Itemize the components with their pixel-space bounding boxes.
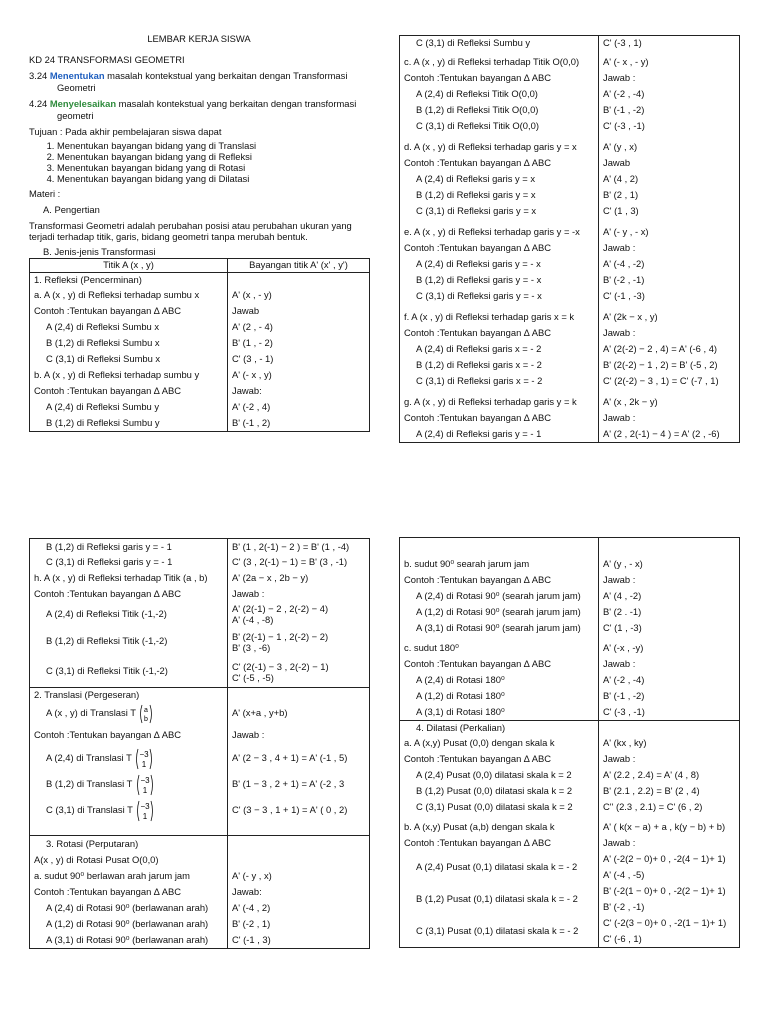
cell: f. A (x , y) di Refleksi terhadap garis x = k <box>404 311 575 322</box>
cell: C (3,1) Pusat (0,1) dilatasi skala k = - 2 <box>416 925 579 936</box>
transform-table-4 <box>399 537 740 948</box>
cell <box>232 657 365 687</box>
cell: B' (-2 , -1) <box>603 274 645 285</box>
cell: B' (1 , - 2) <box>232 337 273 348</box>
cell: C' (3 , - 1) <box>232 353 274 364</box>
cell: b. A (x,y) Pusat (a,b) dengan skala k <box>404 821 555 832</box>
cell: B' (-2 , 1) <box>232 918 271 929</box>
table-row <box>30 688 370 836</box>
cell <box>232 852 365 868</box>
spacer <box>232 823 365 835</box>
cell: C' (-3 , -1) <box>603 120 645 131</box>
goal-item: 1. Menentukan bayangan bidang yang di Translasi <box>57 140 369 151</box>
cell: b. sudut 90⁰ searah jarum jam <box>404 558 530 569</box>
svg-text:1: 1 <box>142 785 147 795</box>
cell: C' (-1 , -3) <box>603 290 645 301</box>
left-column <box>400 538 599 721</box>
cell <box>603 851 735 883</box>
cell: B (1,2) di Refleksi garis y = x <box>416 189 536 200</box>
cell: Jawab: <box>232 385 262 396</box>
cell: b. A (x , y) di Refleksi terhadap sumbu y <box>34 369 200 380</box>
right-column <box>599 36 740 443</box>
cell: 3. Rotasi (Perputaran) <box>46 838 139 849</box>
transform-table-1 <box>29 258 370 432</box>
tujuan-label: Tujuan : Pada akhir pembelajaran siswa dapat <box>29 126 222 137</box>
cell: Contoh :Tentukan bayangan ∆ ABC <box>404 753 551 764</box>
cell: C' (3 , 2(-1) − 1) = B' (3 , -1) <box>232 556 348 567</box>
cell: A' (y , - x) <box>603 558 643 569</box>
table-row <box>400 721 740 948</box>
left-column <box>400 721 599 948</box>
cell: A' (x , 2k − y) <box>603 396 658 407</box>
cell-line: B' (2(-1) − 1 , 2(-2) − 2) <box>232 631 329 642</box>
cell: C (3,1) di Refleksi garis y = - x <box>416 290 542 301</box>
cell: B' (2(-2) − 1 , 2) = B' (-5 , 2) <box>603 359 718 370</box>
right-column <box>228 688 370 836</box>
cell: d. A (x , y) di Refleksi terhadap garis y = x <box>404 141 577 152</box>
cell: A' ( k(x − a) + a , k(y − b) + b) <box>603 821 726 832</box>
cell-line: A' (-4 , -5) <box>603 869 645 880</box>
competency-text: masalah kontekstual yang berkaitan dengan Transformasi Geometri <box>57 70 348 93</box>
cell: A' (2(-2) − 2 , 4) = A' (-6 , 4) <box>603 343 718 354</box>
cell: A (2,4) di Refleksi Sumbu y <box>46 401 160 412</box>
cell: A (1,2) di Rotasi 90⁰ (berlawanan arah) <box>46 918 209 929</box>
cell: Jawab: <box>232 886 262 897</box>
cell-text: B (1,2) di Translasi T <box>46 778 133 789</box>
cell: C' (-3 , 1) <box>603 37 642 48</box>
cell: A (2,4) di Refleksi garis y = - 1 <box>416 428 542 439</box>
left-column <box>30 539 228 688</box>
cell: A(x , y) di Rotasi Pusat O(0,0) <box>34 854 159 865</box>
cell: A (1,2) di Rotasi 90⁰ (searah jarum jam) <box>416 606 581 617</box>
cell-line: B' (3 , -6) <box>232 642 271 653</box>
cell: A' (kx , ky) <box>603 737 647 748</box>
cell: A' (2 − 3 , 4 + 1) = A' (-1 , 5) <box>232 752 348 763</box>
cell-text: C (3,1) di Translasi T <box>46 804 133 815</box>
cell: A' (4 , -2) <box>603 590 642 601</box>
cell: A (2,4) di Refleksi Sumbu x <box>46 321 160 332</box>
cell: c. A (x , y) di Refleksi terhadap Titik O(0,0) <box>404 56 580 67</box>
cell <box>603 883 735 915</box>
cell: B' (2 . -1) <box>603 606 642 617</box>
right-column <box>228 273 370 432</box>
svg-text:−3: −3 <box>140 801 150 811</box>
svg-text:a: a <box>144 706 149 714</box>
cell-text: A (x , y) di Translasi T <box>46 707 136 718</box>
cell: A (2,4) Pusat (0,0) dilatasi skala k = 2 <box>416 769 572 780</box>
cell <box>34 701 223 725</box>
spacer <box>34 823 223 835</box>
table-header <box>30 259 370 273</box>
cell: Jawab <box>603 157 631 168</box>
cell: Jawab : <box>603 412 636 423</box>
column-header: Titik A (x , y) <box>30 259 228 273</box>
cell: B (1,2) di Refleksi Sumbu y <box>46 417 160 428</box>
definition-text: Transformasi Geometri adalah perubahan posisi atau perubahan ukuran yang terjadi terhadap titik, garis, bidang geometri tanpa merubah bentuk. <box>29 220 352 242</box>
cell: A (2,4) di Refleksi Titik (-1,-2) <box>46 608 167 619</box>
cell: Jawab : <box>603 837 636 848</box>
cell: C (3,1) di Refleksi garis y = - 1 <box>46 556 173 567</box>
cell: B' (-1 , -2) <box>603 690 645 701</box>
cell: Contoh :Tentukan bayangan ∆ ABC <box>34 305 181 316</box>
cell: Contoh :Tentukan bayangan ∆ ABC <box>404 327 551 338</box>
cell: A' (y , x) <box>603 141 638 152</box>
cell: C' (1 , 3) <box>603 205 639 216</box>
panel-reflection-cont <box>399 35 739 443</box>
cell: A (2,4) di Refleksi Titik O(0,0) <box>416 88 538 99</box>
cell: C'' (2.3 , 2.1) = C' (6 , 2) <box>603 801 703 812</box>
cell: Jawab : <box>232 729 265 740</box>
cell-line: C' (-2(3 − 0)+ 0 , -2(1 − 1)+ 1) <box>603 917 727 928</box>
cell-line: C' (-5 , -5) <box>232 672 274 683</box>
cell: Jawab : <box>603 242 636 253</box>
cell <box>232 627 365 657</box>
cell: B (1,2) di Refleksi garis y = - 1 <box>46 541 172 552</box>
cell: A' (- y , x) <box>232 870 272 881</box>
cell <box>34 771 223 797</box>
cell: Jawab : <box>603 327 636 338</box>
competency-text: masalah kontekstual yang berkaitan dengan transformasi geometri <box>57 98 357 121</box>
cell: A (3,1) di Rotasi 90⁰ (berlawanan arah) <box>46 934 209 945</box>
cell: A' (2 , 2(-1) − 4 ) = A' (2 , -6) <box>603 428 720 439</box>
cell-line: B' (-2 , -1) <box>603 901 645 912</box>
vector-minus3-1-icon <box>135 774 155 796</box>
goals-list <box>29 140 369 184</box>
competency-number: 4.24 <box>29 98 48 109</box>
right-column <box>228 539 370 688</box>
cell-line: A' (-2(2 − 0)+ 0 , -2(4 − 1)+ 1) <box>603 853 726 864</box>
cell: A (2,4) di Refleksi garis x = - 2 <box>416 343 542 354</box>
cell: B (1,2) di Refleksi garis x = - 2 <box>416 359 542 370</box>
vector-minus3-1-icon <box>134 748 154 770</box>
cell: a. A (x , y) di Refleksi terhadap sumbu x <box>34 289 200 300</box>
cell: B (1,2) di Refleksi garis y = - x <box>416 274 542 285</box>
cell: A' (2a − x , 2b − y) <box>232 572 309 583</box>
table-row <box>400 36 740 443</box>
cell: Contoh :Tentukan bayangan ∆ ABC <box>404 837 551 848</box>
cell <box>232 273 365 287</box>
cell: C (3,1) di Refleksi Titik O(0,0) <box>416 120 539 131</box>
competency-keyword: Menyelesaikan <box>49 98 117 109</box>
cell: A' (2.2 , 2.4) = A' (4 , 8) <box>603 769 700 780</box>
cell-line: C' (-6 , 1) <box>603 933 642 944</box>
cell-line: A' (2(-1) − 2 , 2(-2) − 4) <box>232 603 329 614</box>
cell: A (2,4) di Refleksi garis y = - x <box>416 258 541 269</box>
cell: A' (- x , y) <box>232 369 272 380</box>
cell: C (3,1) di Refleksi Titik (-1,-2) <box>46 665 168 676</box>
cell: A (2,4) di Rotasi 90⁰ (berlawanan arah) <box>46 902 209 913</box>
cell: A (2,4) Pusat (0,1) dilatasi skala k = - 2 <box>416 861 578 872</box>
cell: B' (1 , 2(-1) − 2 ) = B' (1 , -4) <box>232 541 350 552</box>
cell: Jawab : <box>232 588 265 599</box>
cell: Contoh :Tentukan bayangan ∆ ABC <box>34 729 181 740</box>
transform-table-3 <box>29 538 370 949</box>
vector-minus3-1-icon <box>135 800 155 822</box>
cell: C (3,1) di Refleksi garis y = x <box>416 205 537 216</box>
section-heading: 2. Translasi (Pergeseran) <box>34 689 140 700</box>
cell: 4. Dilatasi (Perkalian) <box>416 722 506 733</box>
cell: Contoh :Tentukan bayangan ∆ ABC <box>34 886 181 897</box>
left-column <box>400 36 599 443</box>
goal-item: 4. Menentukan bayangan bidang yang di Dilatasi <box>57 173 369 184</box>
competency-number: 3.24 <box>29 70 48 81</box>
cell: A' (-2 , -4) <box>603 674 645 685</box>
cell: C (3,1) di Refleksi garis x = - 2 <box>416 375 543 386</box>
cell: B' (-1 , -2) <box>603 104 645 115</box>
cell: B (1,2) Pusat (0,1) dilatasi skala k = - 2 <box>416 893 578 904</box>
worksheet-title: LEMBAR KERJA SISWA <box>147 33 251 44</box>
cell: 1. Refleksi (Pencerminan) <box>34 274 142 285</box>
cell: A' (2k − x , y) <box>603 311 658 322</box>
cell: A (2,4) di Refleksi garis y = x <box>416 173 536 184</box>
goal-item: 2. Menentukan bayangan bidang yang di Refleksi <box>57 151 369 162</box>
svg-text:b: b <box>144 715 149 723</box>
cell: h. A (x , y) di Refleksi terhadap Titik (a , b) <box>34 572 208 583</box>
svg-text:1: 1 <box>143 811 148 821</box>
cell: Jawab <box>232 305 260 316</box>
cell: A' (- x , - y) <box>603 56 649 67</box>
cell-line: B' (-2(1 − 0)+ 0 , -2(2 − 1)+ 1) <box>603 885 726 896</box>
cell: A' (x , - y) <box>232 289 272 300</box>
cell: B (1,2) di Refleksi Titik O(0,0) <box>416 104 539 115</box>
cell: A (2,4) di Rotasi 180⁰ <box>416 674 505 685</box>
cell: Contoh :Tentukan bayangan ∆ ABC <box>404 412 551 423</box>
kd-title: KD 24 TRANSFORMASI GEOMETRI <box>29 54 185 65</box>
materi-label: Materi : <box>29 188 61 199</box>
cell: A (3,1) di Rotasi 180⁰ <box>416 706 505 717</box>
cell-line: A' (-4 , -8) <box>232 614 274 625</box>
cell: A (3,1) di Rotasi 90⁰ (searah jarum jam) <box>416 622 581 633</box>
table-row <box>30 539 370 688</box>
cell: C' (3 − 3 , 1 + 1) = A' ( 0 , 2) <box>232 804 348 815</box>
svg-text:1: 1 <box>142 759 147 769</box>
column-header: Bayangan titik A' (x' , y') <box>228 259 370 273</box>
cell: e. A (x , y) di Refleksi terhadap garis y = -x <box>404 226 580 237</box>
cell: A' (-2 , -4) <box>603 88 645 99</box>
competency-keyword: Menentukan <box>49 70 105 81</box>
panel-translation <box>29 538 369 949</box>
cell: B' (2.1 , 2.2) = B' (2 , 4) <box>603 785 700 796</box>
left-column <box>30 688 228 836</box>
cell: B' (2 , 1) <box>603 189 639 200</box>
cell <box>232 836 365 852</box>
panel-intro <box>29 33 369 432</box>
right-column <box>599 538 740 721</box>
vector-ab-icon <box>138 704 154 724</box>
cell: Jawab : <box>603 753 636 764</box>
cell: g. A (x , y) di Refleksi terhadap garis y = k <box>404 396 577 407</box>
cell: a. sudut 90⁰ berlawan arah jarum jam <box>34 870 190 881</box>
cell <box>232 602 365 627</box>
table-row <box>30 273 370 432</box>
cell: a. A (x,y) Pusat (0,0) dengan skala k <box>404 737 555 748</box>
cell: Contoh :Tentukan bayangan ∆ ABC <box>404 157 551 168</box>
cell: Jawab : <box>603 658 636 669</box>
cell: c. sudut 180⁰ <box>404 642 459 653</box>
cell: Contoh :Tentukan bayangan ∆ ABC <box>404 72 551 83</box>
cell: A' (2 , - 4) <box>232 321 273 332</box>
cell: B' (-1 , 2) <box>232 417 271 428</box>
cell: Contoh :Tentukan bayangan ∆ ABC <box>34 385 181 396</box>
cell: C' (2(-2) − 3 , 1) = C' (-7 , 1) <box>603 375 719 386</box>
table-row <box>30 836 370 949</box>
svg-text:−3: −3 <box>139 749 149 759</box>
right-column <box>599 721 740 948</box>
cell: Contoh :Tentukan bayangan ∆ ABC <box>34 588 181 599</box>
cell: Jawab : <box>603 574 636 585</box>
left-column <box>30 836 228 949</box>
competency-4-24 <box>29 98 369 122</box>
cell: A' (-4 , 2) <box>232 902 271 913</box>
goal-item: 3. Menentukan bayangan bidang yang di Rotasi <box>57 162 369 173</box>
cell: C (3,1) Pusat (0,0) dilatasi skala k = 2 <box>416 801 573 812</box>
cell: Contoh :Tentukan bayangan ∆ ABC <box>404 242 551 253</box>
left-column <box>30 273 228 432</box>
cell: C' (1 , -3) <box>603 622 642 633</box>
jenis-label: B. Jenis-jenis Transformasi <box>43 246 156 257</box>
spacer <box>603 721 735 735</box>
cell: C' (-3 , -1) <box>603 706 645 717</box>
cell <box>603 915 735 947</box>
cell: A (1,2) di Rotasi 180⁰ <box>416 690 505 701</box>
cell-line: C' (2(-1) − 3 , 2(-2) − 1) <box>232 661 329 672</box>
cell: B (1,2) di Refleksi Sumbu x <box>46 337 160 348</box>
cell-text: A (2,4) di Translasi T <box>46 752 132 763</box>
table-row <box>400 538 740 721</box>
cell <box>34 797 223 823</box>
cell: A' (x+a , y+b) <box>232 707 288 718</box>
cell: A' (- y , - x) <box>603 226 649 237</box>
cell: A' (-x , -y) <box>603 642 644 653</box>
transform-table-2 <box>399 35 740 443</box>
cell: B (1,2) di Refleksi Titik (-1,-2) <box>46 635 168 646</box>
panel-rotation-dilation <box>399 537 739 948</box>
cell: Jawab : <box>603 72 636 83</box>
cell: A (2,4) di Rotasi 90⁰ (searah jarum jam) <box>416 590 581 601</box>
cell: A' (4 , 2) <box>603 173 639 184</box>
cell: C (3,1) di Refleksi Sumbu x <box>46 353 161 364</box>
cell: B' (1 − 3 , 2 + 1) = A' (-2 , 3 <box>232 778 345 789</box>
spacer <box>232 688 365 701</box>
svg-text:−3: −3 <box>140 775 150 785</box>
cell: C' (-1 , 3) <box>232 934 271 945</box>
cell: Contoh :Tentukan bayangan ∆ ABC <box>404 574 551 585</box>
cell: B (1,2) Pusat (0,0) dilatasi skala k = 2 <box>416 785 573 796</box>
pengertian-label: A. Pengertian <box>43 204 100 215</box>
cell: Contoh :Tentukan bayangan ∆ ABC <box>404 658 551 669</box>
cell: A' (-4 , -2) <box>603 258 645 269</box>
cell: C (3,1) di Refleksi Sumbu y <box>416 37 531 48</box>
cell: A' (-2 , 4) <box>232 401 271 412</box>
competency-3-24 <box>29 70 369 94</box>
right-column <box>228 836 370 949</box>
cell <box>34 745 223 771</box>
